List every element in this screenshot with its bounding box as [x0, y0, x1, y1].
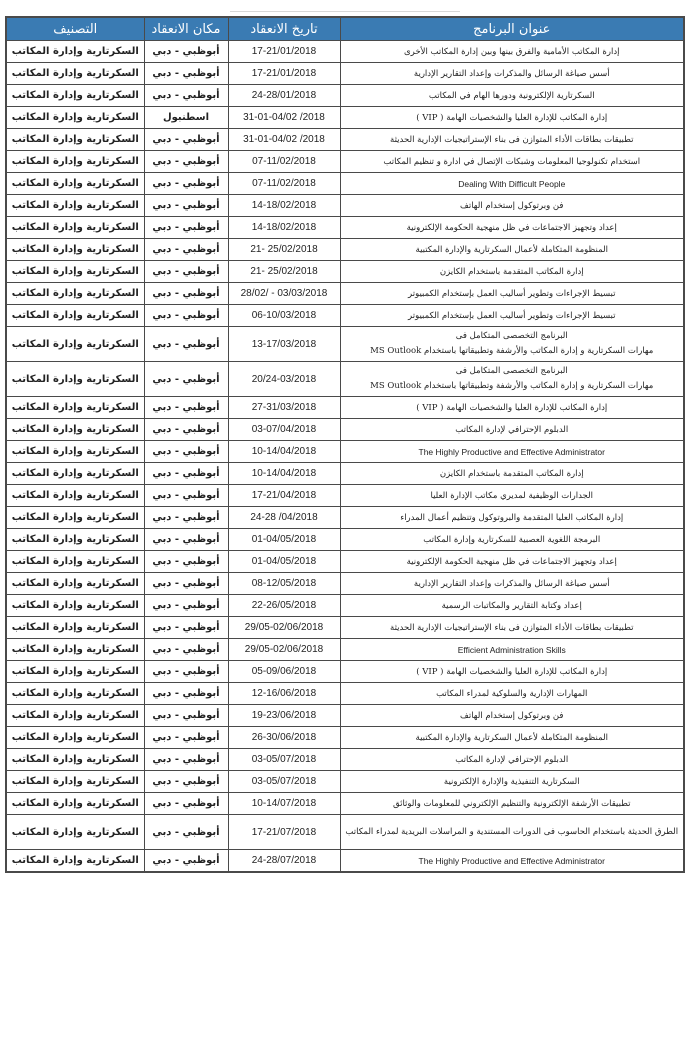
program-title-cell: إعداد وتجهيز الاجتماعات في ظل منهجية الحكومة الإلكترونية [340, 551, 684, 573]
program-title-line-1: البرنامج التخصصى المتكامل فى [455, 331, 568, 341]
category-cell: السكرتارية وإدارة المكاتب [6, 195, 144, 217]
place-cell: أبوظبي - دبي [144, 705, 228, 727]
date-cell: 14-18/02/2018 [228, 195, 340, 217]
place-cell: أبوظبي - دبي [144, 261, 228, 283]
place-cell: أبوظبي - دبي [144, 41, 228, 63]
category-cell: السكرتارية وإدارة المكاتب [6, 283, 144, 305]
program-title-cell: تطبيقات بطاقات الأداء المتوازن فى بناء الإستراتيجيات الإدارية الحديثة [340, 129, 684, 151]
table-row [6, 283, 684, 305]
program-title-cell: The Highly Productive and Effective Administrator [340, 850, 684, 873]
place-cell: اسطنبول [144, 107, 228, 129]
place-cell: أبوظبي - دبي [144, 173, 228, 195]
table-header-row [6, 17, 684, 41]
category-cell: السكرتارية وإدارة المكاتب [6, 771, 144, 793]
program-title-cell: فن وبرتوكول إستخدام الهاتف [340, 705, 684, 727]
category-cell: السكرتارية وإدارة المكاتب [6, 217, 144, 239]
date-cell: 24-28 /04/2018 [228, 507, 340, 529]
place-cell: أبوظبي - دبي [144, 529, 228, 551]
program-title-cell: المهارات الإدارية والسلوكية لمدراء المكاتب [340, 683, 684, 705]
date-cell: 05-09/06/2018 [228, 661, 340, 683]
category-cell: السكرتارية وإدارة المكاتب [6, 85, 144, 107]
table-row [6, 727, 684, 749]
table-row [6, 305, 684, 327]
date-cell: 22-26/05/2018 [228, 595, 340, 617]
category-cell: السكرتارية وإدارة المكاتب [6, 551, 144, 573]
date-cell: 17-21/04/2018 [228, 485, 340, 507]
place-cell: أبوظبي - دبي [144, 485, 228, 507]
program-title-cell: إعداد وتجهيز الاجتماعات في ظل منهجية الحكومة الإلكترونية [340, 217, 684, 239]
date-cell: 03-05/07/2018 [228, 749, 340, 771]
place-cell: أبوظبي - دبي [144, 419, 228, 441]
table-row [6, 639, 684, 661]
program-title-cell: Dealing With Difficult People [340, 173, 684, 195]
program-title-cell: إدارة المكاتب للإدارة العليا والشخصيات الهامة ( VIP ) [340, 397, 684, 419]
date-cell: 17-21/01/2018 [228, 63, 340, 85]
place-cell: أبوظبي - دبي [144, 595, 228, 617]
category-cell: السكرتارية وإدارة المكاتب [6, 362, 144, 397]
place-cell: أبوظبي - دبي [144, 850, 228, 873]
date-cell: 27-31/03/2018 [228, 397, 340, 419]
category-cell: السكرتارية وإدارة المكاتب [6, 419, 144, 441]
table-row [6, 129, 684, 151]
place-cell: أبوظبي - دبي [144, 727, 228, 749]
place-cell: أبوظبي - دبي [144, 749, 228, 771]
table-row [6, 485, 684, 507]
category-cell: السكرتارية وإدارة المكاتب [6, 63, 144, 85]
date-cell: 12-16/06/2018 [228, 683, 340, 705]
place-cell: أبوظبي - دبي [144, 441, 228, 463]
date-cell: 07-11/02/2018 [228, 151, 340, 173]
place-cell: أبوظبي - دبي [144, 573, 228, 595]
category-cell: السكرتارية وإدارة المكاتب [6, 749, 144, 771]
program-title-cell: إدارة المكاتب العليا المتقدمة والبروتوكول وتنظيم أعمال المدراء [340, 507, 684, 529]
date-cell: 03-07/04/2018 [228, 419, 340, 441]
place-cell: أبوظبي - دبي [144, 217, 228, 239]
program-title-cell: إدارة المكاتب للإدارة العليا والشخصيات الهامة ( VIP ) [340, 661, 684, 683]
category-cell: السكرتارية وإدارة المكاتب [6, 727, 144, 749]
date-cell: 10-14/07/2018 [228, 793, 340, 815]
place-cell: أبوظبي - دبي [144, 305, 228, 327]
table-row [6, 63, 684, 85]
place-cell: أبوظبي - دبي [144, 683, 228, 705]
date-cell: 06-10/03/2018 [228, 305, 340, 327]
program-title-cell: أسس صياغة الرسائل والمذكرات وإعداد التقارير الإدارية [340, 63, 684, 85]
table-row [6, 173, 684, 195]
category-cell: السكرتارية وإدارة المكاتب [6, 463, 144, 485]
date-cell: 17-21/07/2018 [228, 815, 340, 850]
category-cell: السكرتارية وإدارة المكاتب [6, 705, 144, 727]
table-row [6, 617, 684, 639]
table-row [6, 151, 684, 173]
table-row [6, 793, 684, 815]
program-title-cell: فن وبرتوكول إستخدام الهاتف [340, 195, 684, 217]
place-cell: أبوظبي - دبي [144, 815, 228, 850]
program-title-cell: أسس صياغة الرسائل والمذكرات وإعداد التقارير الإدارية [340, 573, 684, 595]
program-title-cell: إدارة المكاتب المتقدمة باستخدام الكايزن [340, 261, 684, 283]
date-cell: 19-23/06/2018 [228, 705, 340, 727]
date-cell: 24-28/01/2018 [228, 85, 340, 107]
program-title-cell: البرمجة اللغوية العصبية للسكرتارية وإدارة المكاتب [340, 529, 684, 551]
table-row [6, 661, 684, 683]
category-cell: السكرتارية وإدارة المكاتب [6, 595, 144, 617]
program-title-line-2: مهارات السكرتارية و إدارة المكاتب والأرشفة وتطبيقاتها باستخدام MS Outlook [370, 346, 654, 356]
table-row [6, 397, 684, 419]
place-cell: أبوظبي - دبي [144, 463, 228, 485]
date-cell: 01-04/05/2018 [228, 529, 340, 551]
header-program-title: عنوان البرنامج [340, 17, 684, 41]
category-cell: السكرتارية وإدارة المكاتب [6, 617, 144, 639]
category-cell: السكرتارية وإدارة المكاتب [6, 151, 144, 173]
category-cell: السكرتارية وإدارة المكاتب [6, 850, 144, 873]
category-cell: السكرتارية وإدارة المكاتب [6, 573, 144, 595]
place-cell: أبوظبي - دبي [144, 195, 228, 217]
category-cell: السكرتارية وإدارة المكاتب [6, 239, 144, 261]
date-cell: 26-30/06/2018 [228, 727, 340, 749]
training-schedule-table [5, 16, 685, 873]
category-cell: السكرتارية وإدارة المكاتب [6, 261, 144, 283]
date-cell: 24-28/07/2018 [228, 850, 340, 873]
date-cell: 10-14/04/2018 [228, 441, 340, 463]
table-row [6, 850, 684, 873]
category-cell: السكرتارية وإدارة المكاتب [6, 683, 144, 705]
date-cell: 01-04/05/2018 [228, 551, 340, 573]
place-cell: أبوظبي - دبي [144, 397, 228, 419]
category-cell: السكرتارية وإدارة المكاتب [6, 815, 144, 850]
place-cell: أبوظبي - دبي [144, 63, 228, 85]
program-title-cell: The Highly Productive and Effective Administrator [340, 441, 684, 463]
program-title-cell: المنظومة المتكاملة لأعمال السكرتارية والإدارة المكتبية [340, 727, 684, 749]
header-category: التصنيف [6, 17, 144, 41]
place-cell: أبوظبي - دبي [144, 551, 228, 573]
category-cell: السكرتارية وإدارة المكاتب [6, 305, 144, 327]
table-row [6, 419, 684, 441]
table-row [6, 815, 684, 850]
program-title-cell: إدارة المكاتب للإدارة العليا والشخصيات الهامة ( VIP ) [340, 107, 684, 129]
place-cell: أبوظبي - دبي [144, 507, 228, 529]
program-title-cell: إعداد وكتابة التقارير والمكاتبات الرسمية [340, 595, 684, 617]
category-cell: السكرتارية وإدارة المكاتب [6, 173, 144, 195]
date-cell: 21- 25/02/2018 [228, 239, 340, 261]
table-row [6, 195, 684, 217]
table-row [6, 441, 684, 463]
place-cell: أبوظبي - دبي [144, 151, 228, 173]
table-row [6, 327, 684, 362]
program-title-cell: تطبيقات الأرشفة الإلكترونية والتنظيم الإلكتروني للمعلومات والوثائق [340, 793, 684, 815]
place-cell: أبوظبي - دبي [144, 793, 228, 815]
place-cell: أبوظبي - دبي [144, 362, 228, 397]
date-cell: 29/05-02/06/2018 [228, 639, 340, 661]
category-cell: السكرتارية وإدارة المكاتب [6, 41, 144, 63]
table-row [6, 107, 684, 129]
date-cell: 21- 25/02/2018 [228, 261, 340, 283]
program-title-cell: المنظومة المتكاملة لأعمال السكرتارية والإدارة المكتبية [340, 239, 684, 261]
table-row [6, 749, 684, 771]
place-cell: أبوظبي - دبي [144, 771, 228, 793]
program-title-cell: السكرتارية الإلكترونية ودورها الهام في المكاتب [340, 85, 684, 107]
date-cell: 29/05-02/06/2018 [228, 617, 340, 639]
date-cell: 31-01-04/02 /2018 [228, 129, 340, 151]
category-cell: السكرتارية وإدارة المكاتب [6, 327, 144, 362]
date-cell: 31-01-04/02 /2018 [228, 107, 340, 129]
program-title-cell: الجدارات الوظيفية لمديري مكاتب الإدارة العليا [340, 485, 684, 507]
table-row [6, 261, 684, 283]
header-place: مكان الانعقاد [144, 17, 228, 41]
table-row [6, 217, 684, 239]
date-cell: 14-18/02/2018 [228, 217, 340, 239]
program-title-cell: تبسيط الإجراءات وتطوير أساليب العمل بإستخدام الكمبيوتر [340, 283, 684, 305]
category-cell: السكرتارية وإدارة المكاتب [6, 397, 144, 419]
table-row [6, 551, 684, 573]
category-cell: السكرتارية وإدارة المكاتب [6, 793, 144, 815]
date-cell: 10-14/04/2018 [228, 463, 340, 485]
category-cell: السكرتارية وإدارة المكاتب [6, 129, 144, 151]
program-title-cell: الدبلوم الإحترافي لإدارة المكاتب [340, 749, 684, 771]
program-title-cell: الطرق الحديثة باستخدام الحاسوب فى الدورات المستندية و المراسلات البريدية لمدراء المكاتب [340, 815, 684, 850]
program-title-cell: إدارة المكاتب المتقدمة باستخدام الكايزن [340, 463, 684, 485]
date-cell: 28/02/ - 03/03/2018 [228, 283, 340, 305]
table-row [6, 507, 684, 529]
table-row [6, 573, 684, 595]
program-title-cell: Efficient Administration Skills [340, 639, 684, 661]
place-cell: أبوظبي - دبي [144, 639, 228, 661]
category-cell: السكرتارية وإدارة المكاتب [6, 529, 144, 551]
program-title-cell: السكرتارية التنفيذية والإدارة الإلكترونية [340, 771, 684, 793]
place-cell: أبوظبي - دبي [144, 129, 228, 151]
table-row [6, 529, 684, 551]
category-cell: السكرتارية وإدارة المكاتب [6, 661, 144, 683]
header-date: تاريخ الانعقاد [228, 17, 340, 41]
table-row [6, 239, 684, 261]
program-title-cell [340, 327, 684, 362]
scan-top-line [230, 11, 460, 12]
date-cell: 07-11/02/2018 [228, 173, 340, 195]
date-cell: 13-17/03/2018 [228, 327, 340, 362]
table-row [6, 595, 684, 617]
program-title-cell: الدبلوم الإحترافي لإدارة المكاتب [340, 419, 684, 441]
date-cell: 20/24-03/2018 [228, 362, 340, 397]
date-cell: 03-05/07/2018 [228, 771, 340, 793]
category-cell: السكرتارية وإدارة المكاتب [6, 507, 144, 529]
place-cell: أبوظبي - دبي [144, 239, 228, 261]
program-title-cell [340, 362, 684, 397]
program-title-cell: استخدام تكنولوجيا المعلومات وشبكات الإتصال في ادارة و تنظيم المكاتب [340, 151, 684, 173]
program-title-cell: تبسيط الإجراءات وتطوير أساليب العمل بإستخدام الكمبيوتر [340, 305, 684, 327]
program-title-line-1: البرنامج التخصصى المتكامل فى [455, 366, 568, 376]
table-row [6, 705, 684, 727]
place-cell: أبوظبي - دبي [144, 617, 228, 639]
table-row [6, 771, 684, 793]
table-row [6, 683, 684, 705]
table-row [6, 41, 684, 63]
table-row [6, 463, 684, 485]
date-cell: 08-12/05/2018 [228, 573, 340, 595]
category-cell: السكرتارية وإدارة المكاتب [6, 107, 144, 129]
category-cell: السكرتارية وإدارة المكاتب [6, 441, 144, 463]
program-title-cell: إدارة المكاتب الأمامية والفرق بينها وبين إدارة المكاتب الأخرى [340, 41, 684, 63]
table-row [6, 362, 684, 397]
place-cell: أبوظبي - دبي [144, 85, 228, 107]
table-row [6, 85, 684, 107]
place-cell: أبوظبي - دبي [144, 327, 228, 362]
place-cell: أبوظبي - دبي [144, 661, 228, 683]
program-title-line-2: مهارات السكرتارية و إدارة المكاتب والأرشفة وتطبيقاتها باستخدام MS Outlook [370, 381, 654, 391]
category-cell: السكرتارية وإدارة المكاتب [6, 639, 144, 661]
date-cell: 17-21/01/2018 [228, 41, 340, 63]
place-cell: أبوظبي - دبي [144, 283, 228, 305]
category-cell: السكرتارية وإدارة المكاتب [6, 485, 144, 507]
program-title-cell: تطبيقات بطاقات الأداء المتوازن فى بناء الإستراتيجيات الإدارية الحديثة [340, 617, 684, 639]
